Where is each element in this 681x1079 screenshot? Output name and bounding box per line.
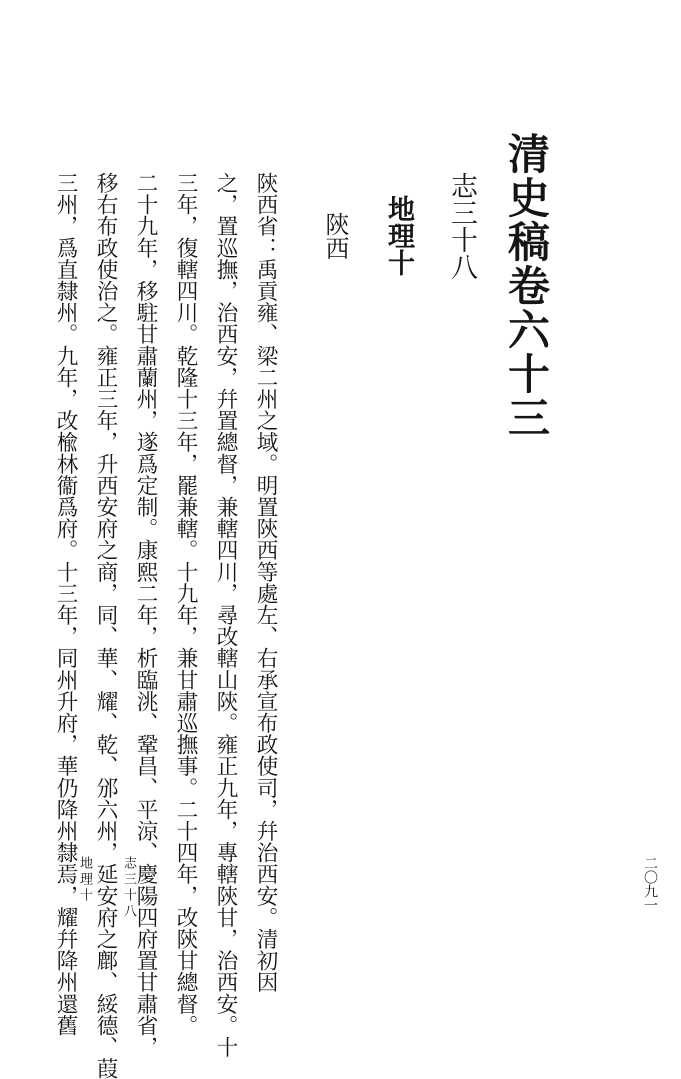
region-heading: 陝西 bbox=[321, 212, 349, 260]
body-line: 移右布政使治之。雍正三年，升西安府之商，同、華、耀、乾、邠六州，延安府之鄜、綏德、葭 bbox=[93, 172, 118, 1079]
footer-section: 志三十八 bbox=[121, 856, 136, 920]
body-line: 二十九年，移駐甘肅蘭州，遂爲定制。康熙二年，析臨洮、鞏昌、平涼、慶陽四府置甘肅省， bbox=[133, 172, 158, 1058]
footer-subject: 地理十 bbox=[77, 856, 92, 904]
page-number: 二〇九一 bbox=[642, 856, 658, 912]
body-line: 之，置巡撫，治西安，幷置總督，兼轄四川，尋改轄山陝。雍正九年，專轄陝甘，治西安。十 bbox=[213, 172, 238, 1058]
subject-heading: 地理十 bbox=[383, 195, 414, 276]
body-line: 陝西省：禹貢雍、梁二州之域。明置陝西等處左、右承宣布政使司，幷治西安。清初因 bbox=[253, 172, 278, 993]
body-line: 三州，爲直隸州。九年，改楡林衞爲府。十三年，同州升府，華仍降州隸焉，耀幷降州還舊 bbox=[53, 172, 78, 1036]
juan-heading: 志三十八 bbox=[446, 172, 477, 280]
book-title: 清史稿卷六十三 bbox=[502, 132, 551, 440]
body-line: 三年，復轄四川。乾隆十三年，罷兼轄。十九年，兼甘肅巡撫事。二十四年，改陝甘總督。 bbox=[173, 172, 198, 1036]
